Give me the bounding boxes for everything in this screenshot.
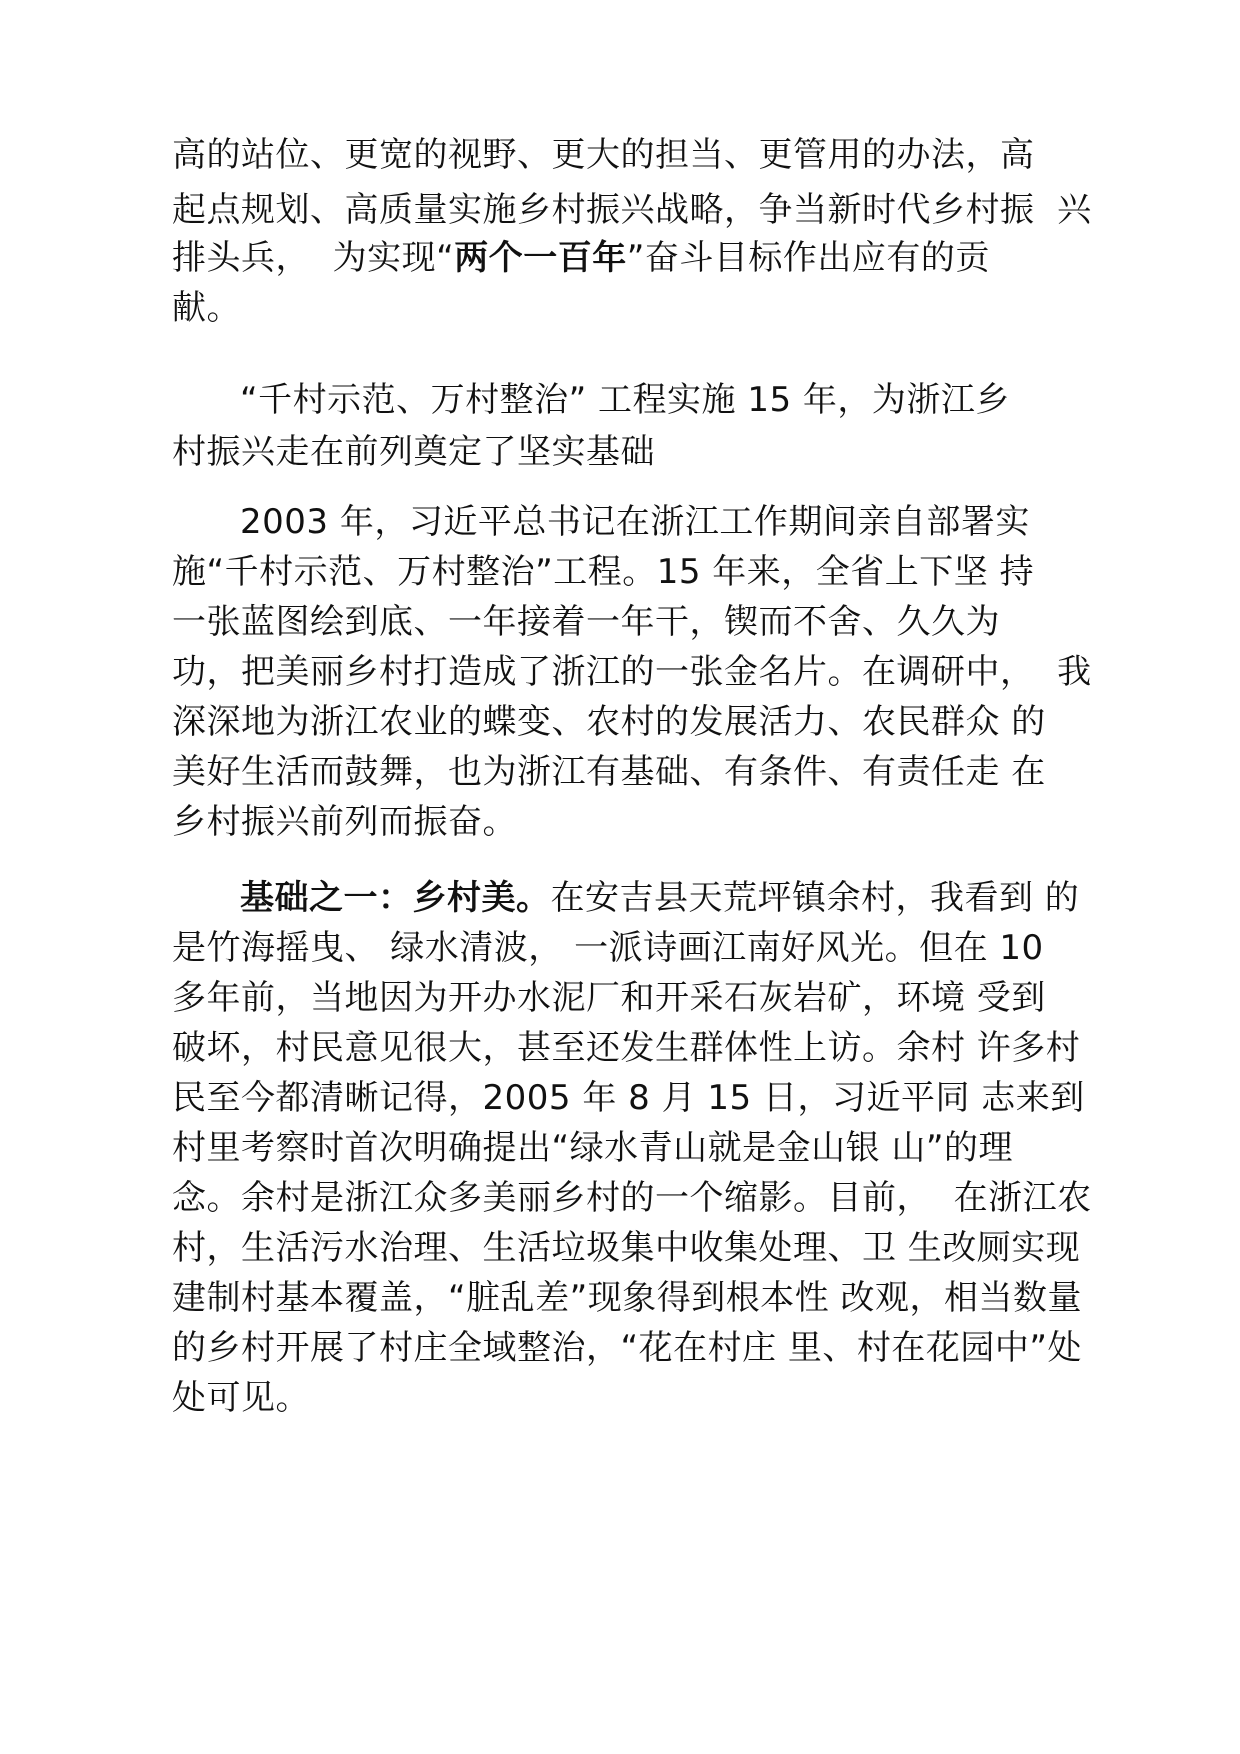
text-line: 美好生活而鼓舞，也为浙江有基础、有条件、有责任走 在 bbox=[172, 752, 1046, 792]
text-line: 村里考察时首次明确提出“绿水青山就是金山银 山”的理 bbox=[172, 1128, 1014, 1168]
text-line: 乡村振兴前列而振奋。 bbox=[172, 802, 517, 842]
text-line bbox=[240, 878, 1079, 918]
text-line: 施“千村示范、万村整治”工程。15 年来，全省上下坚 持 bbox=[172, 552, 1035, 592]
text-line: 起点规划、高质量实施乡村振兴战略，争当新时代乡村振 兴 bbox=[172, 190, 1092, 230]
text-line: 村，生活污水治理、生活垃圾集中收集处理、卫 生改厕实现 bbox=[172, 1228, 1081, 1268]
text-line: 高的站位、更宽的视野、更大的担当、更管用的办法，高 bbox=[172, 135, 1035, 175]
text-line bbox=[172, 238, 990, 278]
section-heading-line: 村振兴走在前列奠定了坚实基础 bbox=[172, 432, 655, 472]
emphasis-text: 基础之一：乡村美。 bbox=[240, 878, 551, 918]
text-line: 功，把美丽乡村打造成了浙江的一张金名片。在调研中， 我 bbox=[172, 652, 1092, 692]
text-run: ”奋斗目标作出应有的贡 bbox=[626, 238, 990, 278]
emphasis-text: 两个一百年 bbox=[454, 238, 627, 278]
text-run: 排头兵， 为实现“ bbox=[172, 238, 455, 278]
text-line: 的乡村开展了村庄全域整治，“花在村庄 里、村在花园中”处 bbox=[172, 1328, 1083, 1368]
text-line: 多年前，当地因为开办水泥厂和开采石灰岩矿，环境 受到 bbox=[172, 978, 1046, 1018]
text-line: 建制村基本覆盖，“脏乱差”现象得到根本性 改观，相当数量 bbox=[172, 1278, 1083, 1318]
text-line: 深深地为浙江农业的蝶变、农村的发展活力、农民群众 的 bbox=[172, 702, 1046, 742]
text-line: 一张蓝图绘到底、一年接着一年干，锲而不舍、久久为 bbox=[172, 602, 1000, 642]
text-run: 在安吉县天荒坪镇余村，我看到 的 bbox=[550, 878, 1080, 918]
text-line: 民至今都清晰记得，2005 年 8 月 15 日，习近平同 志来到 bbox=[172, 1078, 1085, 1118]
text-line: 2003 年，习近平总书记在浙江工作期间亲自部署实 bbox=[240, 502, 1030, 542]
section-heading-line: “千村示范、万村整治” 工程实施 15 年，为浙江乡 bbox=[240, 380, 1010, 420]
text-line: 破坏，村民意见很大，甚至还发生群体性上访。余村 许多村 bbox=[172, 1028, 1081, 1068]
text-line: 是竹海摇曳、 绿水清波， 一派诗画江南好风光。但在 10 bbox=[172, 928, 1044, 968]
text-line: 处可见。 bbox=[172, 1378, 310, 1418]
text-line: 念。余村是浙江众多美丽乡村的一个缩影。目前， 在浙江农 bbox=[172, 1178, 1092, 1218]
text-line: 献。 bbox=[172, 288, 241, 328]
